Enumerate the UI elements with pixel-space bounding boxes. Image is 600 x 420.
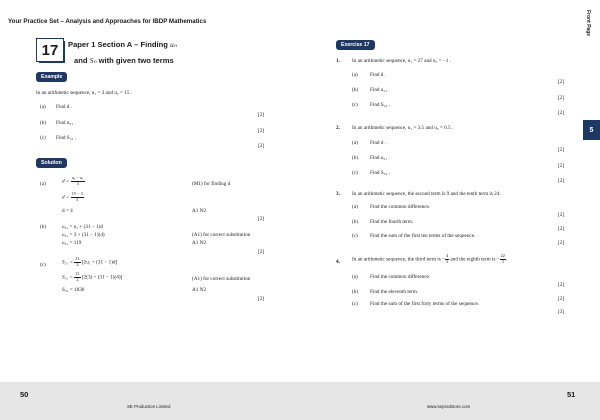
solution-c-line2: S₃₁ = $\frac{31}{2}$ [2(3) + (31 − 1)(4)] xyxy=(62,271,123,282)
q1-b-text: Find u₂₁ . xyxy=(370,87,390,93)
section-tab[interactable]: 5 xyxy=(583,120,600,140)
solution-a-marks-awarded: A1 N2 xyxy=(192,208,206,214)
solution-c-letter: (c) xyxy=(40,262,46,268)
q2-b-letter: (b) xyxy=(352,155,359,161)
q4-total-marks: [3] xyxy=(558,309,565,315)
solution-b-line1: u₃₁ = u₁ + (31 − 1)d xyxy=(62,224,104,230)
q1-c-marks: [2] xyxy=(558,110,565,116)
q1-a-letter: (a) xyxy=(352,72,358,78)
solution-c-marks: [2] xyxy=(258,296,265,302)
q1-a-marks: [2] xyxy=(558,79,565,85)
q2-c-marks: [2] xyxy=(558,178,565,184)
q2-b-text: Find u₅₁ . xyxy=(370,155,390,161)
q3-a-letter: (a) xyxy=(352,204,358,210)
example-part-a-letter: (a) xyxy=(40,104,46,110)
q3-a-text: Find the common difference. xyxy=(370,204,431,210)
q1-b-marks: [2] xyxy=(558,95,565,101)
example-part-b-letter: (b) xyxy=(40,120,47,126)
solution-a-letter: (a) xyxy=(40,181,46,187)
chapter-title-line2: and Sₙ with given two terms xyxy=(74,56,174,65)
q3-b-text: Find the fourth term. xyxy=(370,219,414,225)
example-part-c-marks: [2] xyxy=(258,143,265,149)
chapter-number: 17 xyxy=(36,38,64,62)
q2-text: In an arithmetic sequence, u₁ = 3.5 and u₃ = 6.5 . xyxy=(352,125,454,131)
q3-c-text: Find the sum of the first ten terms of the sequence. xyxy=(370,233,476,239)
q4-b-letter: (b) xyxy=(352,289,359,295)
q4-number: 4. xyxy=(336,259,340,265)
q3-text: In an arithmetic sequence, the second term is 9 and the tenth term is 24. xyxy=(352,191,501,197)
q1-b-letter: (b) xyxy=(352,87,359,93)
footer-bar xyxy=(0,382,600,420)
q4-a-marks: [2] xyxy=(558,282,565,288)
q4-a-text: Find the common difference. xyxy=(370,274,431,280)
q3-c-letter: (c) xyxy=(352,233,358,239)
q4-b-text: Find the eleventh term. xyxy=(370,289,419,295)
solution-b-line3: u₃₁ = 119 xyxy=(62,240,82,246)
example-part-c-letter: (c) xyxy=(40,135,46,141)
example-part-a-marks: [2] xyxy=(258,112,265,118)
solution-c-line3: S₃₁ = 1830 xyxy=(62,287,85,293)
q3-c-marks: [2] xyxy=(558,240,565,246)
solution-b-method: (A1) for correct substitution xyxy=(192,232,251,238)
example-label: Example xyxy=(36,72,67,82)
example-statement: In an arithmetic sequence, u₁ = 3 and u₅ = 15 . xyxy=(36,90,133,96)
example-part-c-text: Find S₃₁ . xyxy=(56,135,76,141)
q4-text: In an arithmetic sequence, the third term is − $\frac{4}{3}$ and the eighth term is − $\frac{22}{3}$ . xyxy=(352,253,508,264)
q2-number: 2. xyxy=(336,125,340,131)
left-page-number: 50 xyxy=(20,390,29,399)
solution-c-line1: S₃₁ = $\frac{31}{2}$ [2u₁ + (31 − 1)d] xyxy=(62,256,118,267)
q1-text: In an arithmetic sequence, u₁ = 27 and u₅ = −1 . xyxy=(352,58,451,64)
example-part-b-marks: [2] xyxy=(258,128,265,134)
solution-b-marks: [2] xyxy=(258,249,265,255)
chapter-title-line1: Paper 1 Section A – Finding uₙ xyxy=(68,40,177,49)
publisher-name: SE Production Limited xyxy=(127,404,171,409)
solution-c-method: (A1) for correct substitution xyxy=(192,276,251,282)
exercise-label: Exercise 17 xyxy=(336,40,375,50)
q3-number: 3. xyxy=(336,191,340,197)
q2-c-text: Find S₅₁ . xyxy=(370,170,390,176)
q3-b-letter: (b) xyxy=(352,219,359,225)
side-label: Front Page xyxy=(585,9,592,37)
right-page-number: 51 xyxy=(567,390,576,399)
solution-b-letter: (b) xyxy=(40,224,47,230)
solution-a-line2: d = $\frac{15 - 3}{3}$ xyxy=(62,191,83,202)
q4-b-marks: [2] xyxy=(558,296,565,302)
q2-a-marks: [2] xyxy=(558,147,565,153)
publisher-website[interactable]: www.seprodstore.com xyxy=(427,404,471,409)
solution-b-marks-awarded: A1 N2 xyxy=(192,240,206,246)
q3-a-marks: [2] xyxy=(558,212,565,218)
example-part-b-text: Find u₃₁ . xyxy=(56,120,76,126)
q4-a-letter: (a) xyxy=(352,274,358,280)
solution-a-line1: d = $\frac{\text{u₅ − u₁}}{3}$ xyxy=(62,175,84,186)
running-header: Your Practice Set – Analysis and Approaches for IBDP Mathematics xyxy=(8,18,207,25)
q4-c-letter: (c) xyxy=(352,301,358,307)
q1-number: 1. xyxy=(336,58,340,64)
solution-a-marks: [2] xyxy=(258,216,265,222)
q2-b-marks: [2] xyxy=(558,163,565,169)
q3-b-marks: [2] xyxy=(558,226,565,232)
q2-a-text: Find d . xyxy=(370,140,386,146)
solution-a-method: (M1) for finding d xyxy=(192,181,231,187)
q2-a-letter: (a) xyxy=(352,140,358,146)
q2-c-letter: (c) xyxy=(352,170,358,176)
solution-label: Solution xyxy=(36,158,67,168)
q1-c-letter: (c) xyxy=(352,102,358,108)
solution-b-line2: u₃₁ = 3 + (31 − 1)(4) xyxy=(62,232,105,238)
solution-a-line3: d = 4 xyxy=(62,208,73,214)
q1-a-text: Find d . xyxy=(370,72,386,78)
q1-c-text: Find S₂₁ . xyxy=(370,102,390,108)
q4-c-text: Find the sum of the first forty terms of the sequence. xyxy=(370,301,480,307)
example-part-a-text: Find d . xyxy=(56,104,72,110)
solution-c-marks-awarded: A1 N2 xyxy=(192,287,206,293)
